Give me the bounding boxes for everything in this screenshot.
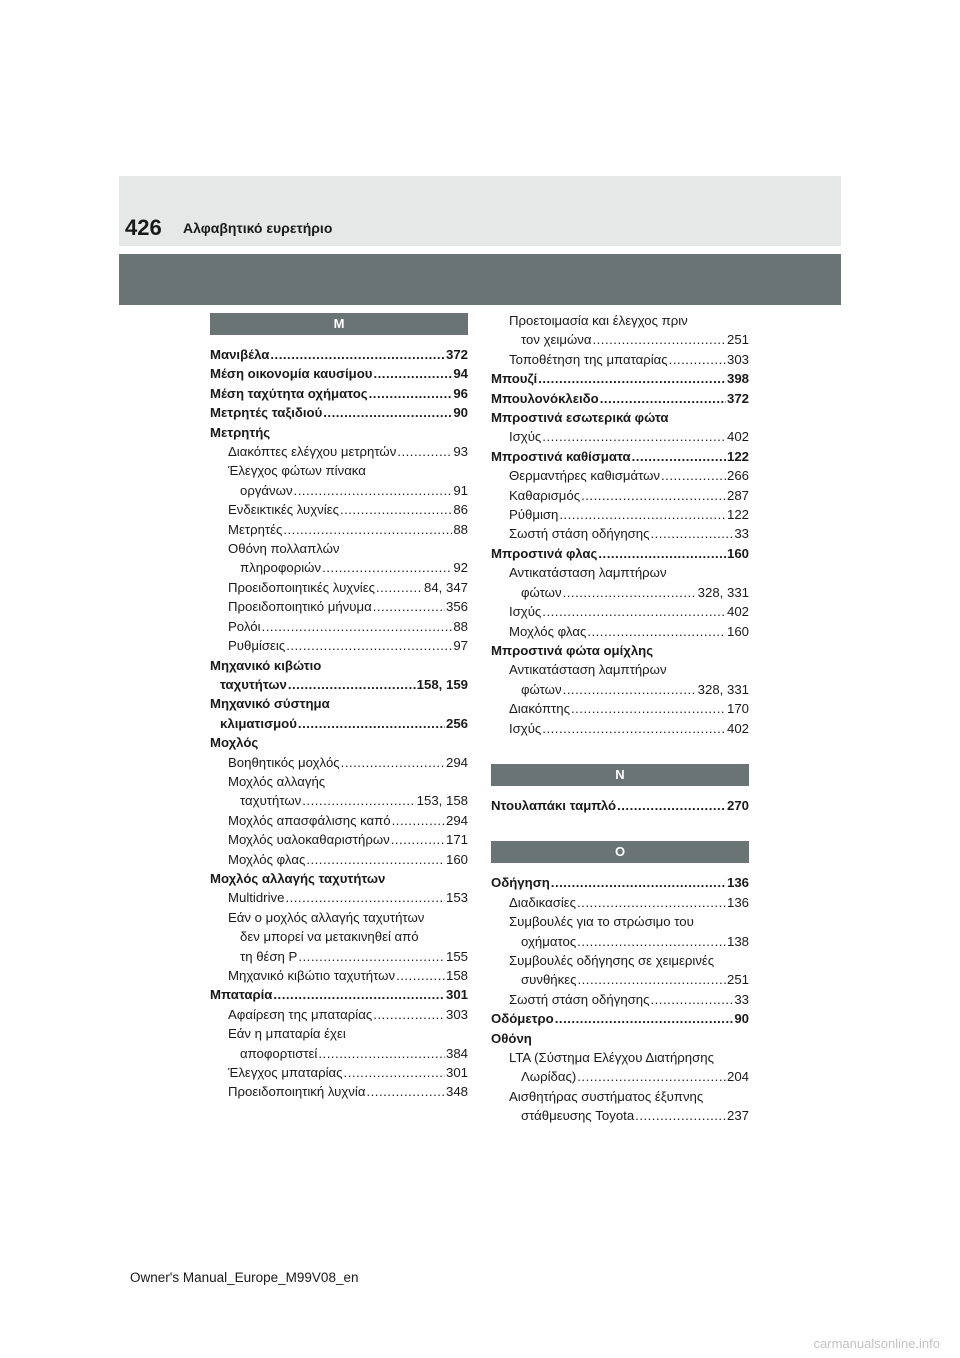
index-entry [210, 772, 468, 791]
index-entry-page: 160 [726, 623, 749, 639]
header-divider-band [119, 254, 841, 305]
index-entry [491, 1029, 749, 1048]
index-entry [210, 384, 468, 403]
section-header: M [210, 313, 468, 335]
index-entry-text: Ισχύς [509, 604, 542, 620]
leader-dots [661, 466, 726, 485]
index-entry [210, 714, 468, 733]
index-entry-page: 158 [445, 968, 468, 983]
index-entry [210, 1005, 468, 1024]
leader-dots [542, 719, 726, 738]
leader-dots [617, 796, 726, 815]
leader-dots [341, 753, 445, 772]
index-entry-page: 136 [726, 875, 749, 891]
index-entry-text: αποφορτιστεί [240, 1045, 318, 1061]
index-entry [210, 1024, 468, 1043]
leader-dots [551, 873, 726, 892]
index-entry-text: Μπουζί [491, 371, 538, 387]
index-entry-page: 33 [734, 526, 749, 542]
index-entry [210, 461, 468, 480]
index-entry-page: 301 [445, 987, 468, 1003]
index-entry-text: Μοχλός [210, 735, 259, 751]
index-entry [491, 719, 749, 738]
index-entry-text: Βοηθητικός μοχλός [228, 754, 340, 770]
index-entry [210, 888, 468, 907]
index-entry-text: Ισχύς [509, 720, 542, 736]
leader-dots [577, 970, 726, 989]
index-entry-page: 170 [726, 701, 749, 717]
leader-dots [373, 1005, 445, 1024]
index-entry-page: 86 [453, 502, 468, 518]
index-entry-page: 384 [445, 1045, 468, 1061]
index-entry-text: Καθαρισμός [509, 487, 581, 503]
index-entry [210, 791, 468, 810]
index-entry-page: 398 [726, 371, 749, 387]
index-entry-text: Αντικατάσταση λαμπτήρων [509, 662, 667, 678]
leader-dots [298, 947, 445, 966]
index-entry-text: Multidrive [228, 890, 285, 906]
leader-dots [555, 1009, 734, 1028]
index-entry [210, 617, 468, 636]
page-number: 426 [125, 215, 162, 240]
index-entry-text: Προειδοποιητικές λυχνίες [228, 579, 375, 595]
index-entry [210, 811, 468, 830]
index-entry-text: Συμβουλές οδήγησης σε χειμερινές [509, 952, 715, 968]
index-entry [491, 408, 749, 427]
index-entry [210, 1082, 468, 1101]
index-entry-page: 160 [445, 851, 468, 867]
index-entry-page: 91 [453, 482, 468, 498]
index-entry [491, 1009, 749, 1028]
index-entry-page: 97 [453, 638, 468, 654]
index-entry [491, 330, 749, 349]
leader-dots [592, 330, 726, 349]
leader-dots [577, 893, 726, 912]
index-entry-text: Ντουλαπάκι ταμπλό [491, 797, 617, 813]
index-entry-page: 356 [445, 599, 468, 615]
leader-dots [318, 1044, 445, 1063]
leader-dots [632, 447, 726, 466]
leader-dots [288, 675, 416, 694]
index-entry [210, 850, 468, 869]
leader-dots [323, 403, 452, 422]
index-entry-page: 122 [726, 507, 749, 523]
index-entry-page: 372 [726, 390, 749, 406]
index-entry [210, 694, 468, 713]
index-entry [491, 680, 749, 699]
index-entry [491, 602, 749, 621]
index-entry-page: 251 [726, 972, 749, 988]
index-entry [210, 966, 468, 985]
section-header: O [491, 841, 749, 863]
leader-dots [373, 364, 452, 383]
index-entry-text: Μοχλός αλλαγής [228, 773, 326, 789]
index-entry-text: Οθόνη πολλαπλών [228, 541, 340, 557]
index-entry [491, 641, 749, 660]
index-entry [210, 597, 468, 616]
index-entry-page: 270 [726, 797, 749, 813]
index-entry [491, 524, 749, 543]
index-entry-text: συνθήκες [521, 972, 577, 988]
index-entry-text: Μηχανικό κιβώτιο ταχυτήτων [228, 968, 396, 983]
index-entry [210, 442, 468, 461]
index-entry [210, 558, 468, 577]
index-entry-text: LTA (Σύστημα Ελέγχου Διατήρησης [509, 1050, 714, 1065]
watermark: carmanualsonline.info [813, 1336, 940, 1351]
leader-dots [559, 505, 726, 524]
index-entry-page: 372 [445, 347, 468, 362]
index-entry-text: Μπροστινά φλας [491, 545, 598, 561]
index-entry-page: 138 [726, 933, 749, 949]
index-entry-text: Προειδοποιητική λυχνία [228, 1084, 366, 1100]
section-header: N [491, 764, 749, 786]
leader-dots [635, 1106, 726, 1125]
index-entry-page: 204 [726, 1069, 749, 1085]
index-entry [210, 520, 468, 539]
index-entry-text: Μετρητές ταξιδιού [210, 405, 323, 421]
index-entry-text: Συμβουλές για το στρώσιμο του [509, 914, 694, 930]
leader-dots [344, 1063, 445, 1082]
index-column-right [491, 311, 749, 1126]
index-entry [210, 364, 468, 383]
leader-dots [286, 636, 452, 655]
index-entry [491, 1048, 749, 1067]
index-entry-text: φώτων [521, 681, 562, 697]
index-entry [491, 912, 749, 931]
index-entry-text: πληροφοριών [240, 560, 322, 576]
index-entry-page: 294 [445, 812, 468, 828]
section-spacer [491, 738, 749, 762]
leader-dots [600, 389, 726, 408]
index-entry-text: Ισχύς [509, 429, 542, 445]
leader-dots [302, 791, 415, 810]
leader-dots [273, 985, 445, 1004]
index-entry-page: 328, 331 [697, 681, 749, 697]
index-entry-text: Οδήγηση [491, 875, 550, 891]
leader-dots [340, 500, 452, 519]
index-entry [491, 544, 749, 563]
index-entry [491, 893, 749, 912]
index-entry-text: Μανιβέλα [210, 347, 270, 362]
index-entry [210, 753, 468, 772]
index-entry-page: 328, 331 [697, 584, 749, 600]
index-entry-text: Μέση ταχύτητα οχήματος [210, 385, 368, 401]
leader-dots [542, 602, 726, 621]
index-entry-text: οργάνων [240, 482, 293, 498]
index-entry [491, 622, 749, 641]
index-entry-page: 92 [453, 560, 468, 576]
index-entry [491, 1106, 749, 1125]
index-entry-page: 160 [726, 545, 749, 561]
index-entry-text: Ενδεικτικές λυχνίες [228, 502, 339, 518]
index-entry [491, 486, 749, 505]
index-entry-page: 153, 158 [416, 793, 468, 809]
leader-dots [577, 932, 726, 951]
index-entry-page: 301 [445, 1065, 468, 1081]
index-entry-text: δεν μπορεί να μετακινηθεί από [240, 929, 419, 945]
leader-dots [563, 680, 697, 699]
index-entry-text: Μπουλονόκλειδο [491, 390, 599, 406]
index-entry-text: Αφαίρεση της μπαταρίας [228, 1006, 373, 1022]
index-entry-text: τη θέση P [240, 948, 298, 964]
index-entry-text: Σωστή στάση οδήγησης [509, 991, 650, 1007]
index-entry-text: Μοχλός αλλαγής ταχυτήτων [210, 870, 386, 886]
index-entry [210, 636, 468, 655]
leader-dots [669, 350, 726, 369]
index-entry [491, 699, 749, 718]
index-entry-page: 136 [726, 894, 749, 910]
index-entry [491, 427, 749, 446]
index-entry-page: 88 [453, 618, 468, 634]
index-entry-text: οχήματος [521, 933, 577, 949]
index-entry-text: Ρυθμίσεις [228, 638, 286, 654]
index-entry [491, 563, 749, 582]
index-entry-text: Λωρίδας) [521, 1069, 577, 1085]
index-entry-text: Αισθητήρας συστήματος έξυπνης [509, 1088, 704, 1104]
index-column-left [210, 311, 468, 1102]
index-entry-text: Διακόπτες ελέγχου μετρητών [228, 444, 397, 460]
index-entry [210, 985, 468, 1004]
index-entry-text: ταχυτήτων [240, 793, 302, 809]
page-title: Αλφαβητικό ευρετήριο [183, 220, 333, 236]
index-entry [210, 869, 468, 888]
index-entry [491, 311, 749, 330]
index-entry-text: Εάν η μπαταρία έχει [228, 1026, 346, 1042]
index-entry-text: Μοχλός φλας [509, 623, 587, 639]
index-entry-text: Προειδοποιητικό μήνυμα [228, 599, 372, 615]
index-entry-page: 96 [453, 385, 468, 401]
leader-dots [542, 427, 726, 446]
index-entry [491, 951, 749, 970]
leader-dots [563, 583, 697, 602]
index-entry-text: Θερμαντήρες καθισμάτων [509, 468, 660, 484]
index-entry [491, 466, 749, 485]
index-entry [210, 656, 468, 675]
index-entry-text: τον χειμώνα [521, 332, 592, 348]
leader-dots [571, 699, 726, 718]
leader-dots [283, 520, 452, 539]
index-entry [491, 796, 749, 815]
leader-dots [262, 617, 453, 636]
leader-dots [366, 1082, 445, 1101]
index-entry [491, 970, 749, 989]
leader-dots [270, 345, 445, 364]
index-entry [491, 369, 749, 388]
leader-dots [376, 578, 423, 597]
index-entry-text: Μοχλός φλας [228, 851, 306, 867]
index-entry [210, 481, 468, 500]
index-entry [210, 1044, 468, 1063]
leader-dots [373, 597, 445, 616]
index-entry-page: 93 [453, 444, 468, 460]
index-entry-text: Προετοιμασία και έλεγχος πριν [509, 313, 688, 328]
index-entry-text: Μπαταρία [210, 987, 273, 1003]
index-entry-page: 287 [726, 487, 749, 503]
index-entry-page: 158, 159 [416, 676, 468, 692]
index-entry-text: Μηχανικό σύστημα [210, 696, 330, 712]
index-entry-text: Μπροστινά καθίσματα [491, 448, 631, 464]
index-entry [210, 733, 468, 752]
index-entry-text: Ρολόι [228, 618, 261, 634]
index-entry-text: ταχυτήτων [220, 676, 287, 692]
index-entry-page: 171 [445, 832, 468, 848]
index-entry-text: Διαδικασίες [509, 894, 576, 910]
index-entry-text: Μπροστινά φώτα ομίχλης [491, 642, 654, 658]
leader-dots [577, 1067, 726, 1086]
index-entry-page: 88 [453, 521, 468, 537]
index-entry-page: 33 [734, 991, 749, 1007]
index-entry-text: Τοποθέτηση της μπαταρίας [509, 351, 668, 367]
index-entry-text: Οθόνη [491, 1030, 532, 1046]
index-entry [491, 447, 749, 466]
index-entry-text: Μέση οικονομία καυσίμου [210, 366, 373, 382]
index-entry [210, 423, 468, 442]
index-entry-page: 237 [726, 1108, 749, 1124]
index-entry-text: φώτων [521, 584, 562, 600]
footer-text: Owner's Manual_Europe_M99V08_en [130, 1270, 359, 1285]
index-entry-text: στάθμευσης Toyota [521, 1108, 635, 1124]
index-entry-page: 251 [726, 332, 749, 348]
index-entry [210, 578, 468, 597]
index-entry-text: Έλεγχος φώτων πίνακα [228, 463, 366, 479]
index-entry [210, 345, 468, 364]
index-entry [210, 927, 468, 946]
index-entry [491, 505, 749, 524]
leader-dots [322, 558, 452, 577]
index-entry-page: 303 [726, 351, 749, 367]
index-entry-text: κλιματισμού [220, 715, 297, 731]
index-entry-text: Εάν ο μοχλός αλλαγής ταχυτήτων [228, 909, 425, 925]
index-entry-page: 94 [453, 366, 468, 382]
index-entry-page: 90 [453, 405, 468, 421]
index-entry [491, 350, 749, 369]
index-entry [491, 389, 749, 408]
leader-dots [369, 384, 453, 403]
index-entry-page: 84, 347 [424, 579, 468, 595]
index-entry [491, 1067, 749, 1086]
index-entry-text: Μπροστινά εσωτερικά φώτα [491, 410, 669, 426]
leader-dots [598, 544, 726, 563]
index-entry-page: 348 [445, 1084, 468, 1100]
index-entry-text: Έλεγχος μπαταρίας [228, 1065, 343, 1081]
index-entry [210, 830, 468, 849]
section-spacer [491, 815, 749, 839]
index-entry-page: 303 [445, 1006, 468, 1022]
leader-dots [298, 714, 445, 733]
leader-dots [396, 966, 445, 985]
index-entry [491, 932, 749, 951]
index-entry [491, 583, 749, 602]
index-entry-text: Διακόπτης [509, 701, 570, 717]
index-entry-page: 256 [445, 715, 468, 731]
leader-dots [294, 481, 453, 500]
leader-dots [587, 622, 726, 641]
leader-dots [285, 888, 445, 907]
leader-dots [650, 990, 733, 1009]
leader-dots [391, 830, 445, 849]
index-entry [491, 660, 749, 679]
index-entry-text: Ρύθμιση [509, 507, 559, 523]
index-entry-page: 402 [726, 429, 749, 445]
leader-dots [650, 524, 733, 543]
leader-dots [306, 850, 445, 869]
index-entry [210, 539, 468, 558]
index-entry [210, 403, 468, 422]
index-entry-page: 402 [726, 720, 749, 736]
leader-dots [538, 369, 726, 388]
index-entry-page: 122 [726, 448, 749, 464]
index-entry [491, 873, 749, 892]
index-entry-page: 90 [734, 1011, 749, 1027]
leader-dots [397, 442, 452, 461]
index-entry-text: Μετρητής [210, 424, 271, 440]
index-entry-page: 266 [726, 468, 749, 484]
index-entry [210, 1063, 468, 1082]
index-entry-page: 153 [445, 890, 468, 906]
index-entry [491, 1087, 749, 1106]
index-entry-page: 402 [726, 604, 749, 620]
index-entry [491, 990, 749, 1009]
index-entry-text: Σωστή στάση οδήγησης [509, 526, 650, 542]
index-entry-text: Αντικατάσταση λαμπτήρων [509, 565, 667, 581]
index-entry [210, 675, 468, 694]
index-entry-text: Μοχλός υαλοκαθαριστήρων [228, 832, 390, 848]
index-entry [210, 500, 468, 519]
index-entry-text: Μηχανικό κιβώτιο [210, 657, 322, 673]
index-entry-text: Μοχλός απασφάλισης καπό [228, 812, 391, 828]
index-entry [210, 908, 468, 927]
index-entry-page: 155 [445, 948, 468, 964]
leader-dots [581, 486, 726, 505]
leader-dots [392, 811, 445, 830]
index-entry [210, 947, 468, 966]
index-entry-text: Μετρητές [228, 521, 283, 537]
index-entry-text: Οδόμετρο [491, 1011, 554, 1027]
index-entry-page: 294 [445, 754, 468, 770]
